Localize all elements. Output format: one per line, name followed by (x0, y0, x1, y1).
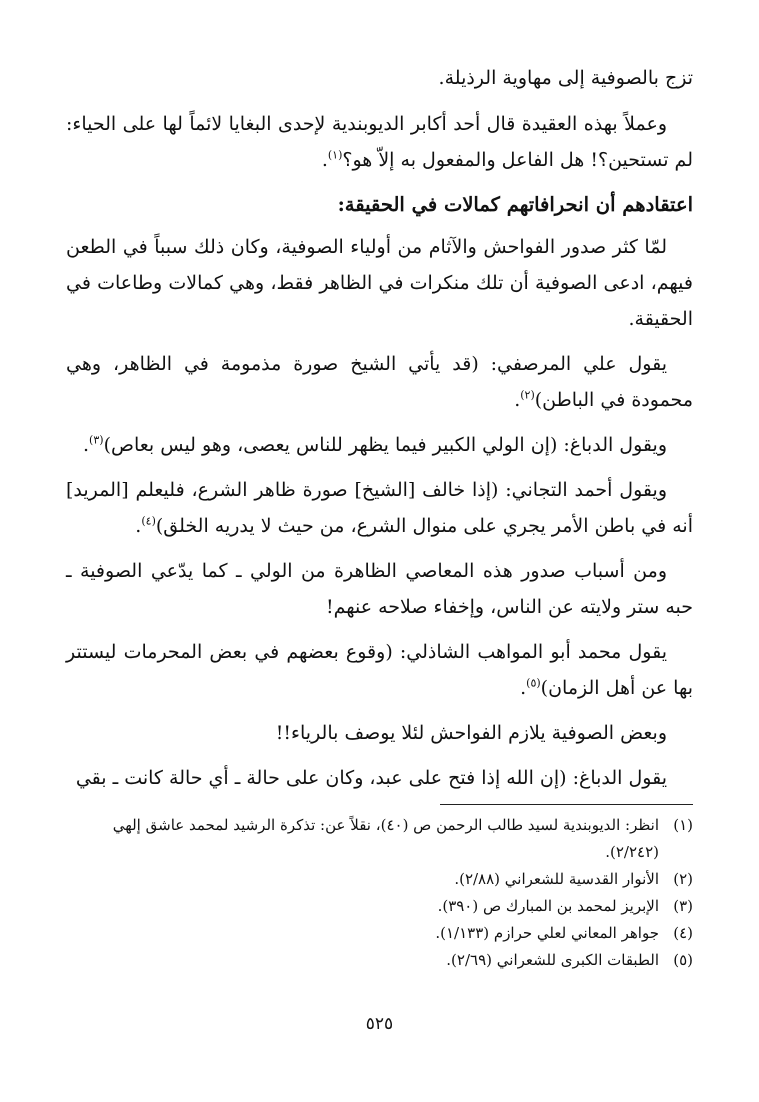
paragraph (66, 715, 693, 751)
punctuation: . (83, 434, 90, 456)
footnote (66, 947, 693, 974)
footnote-ref-2[interactable]: (٢) (520, 388, 535, 402)
punctuation: . (135, 515, 142, 537)
page-number: ٥٢٥ (365, 1014, 394, 1034)
footnote-number: (٣) (673, 897, 693, 915)
paragraph-text: يقول علي المرصفي: (قد يأتي الشيخ صورة مذمومة في الظاهر، وهي محمودة في الباطن) (66, 353, 693, 411)
footnote-ref-1[interactable]: (١) (327, 148, 343, 162)
footnote (66, 893, 693, 920)
paragraph-text: ويقول أحمد التجاني: (إذا خالف [الشيخ] صورة ظاهر الشرع، فليعلم [المريد] أنه في باطن الأمر يجري على منوال الشرع، من حيث لا يدريه الخلق) (66, 479, 693, 537)
footnote-text: جواهر المعاني لعلي حرازم (١/١٣٣). (435, 924, 659, 942)
footnote-separator (440, 804, 693, 805)
paragraph (66, 553, 693, 625)
paragraph-text: يقول الدباغ: (إن الله إذا فتح على عبد، وكان على حالة ـ أي حالة كانت ـ بقي (75, 767, 667, 789)
main-text (66, 60, 693, 805)
paragraph (66, 634, 693, 706)
paragraph-text: وبعض الصوفية يلازم الفواحش لئلا يوصف بالرياء!! (275, 722, 667, 744)
footnote-text: انظر: الديوبندية لسيد طالب الرحمن ص (٤٠)، نقلاً عن: تذكرة الرشيد لمحمد عاشق إلهي (٢/٢٤٢). (112, 816, 659, 861)
paragraph-text: ومن أسباب صدور هذه المعاصي الظاهرة من الولي ـ كما يدّعي الصوفية ـ حبه ستر ولايته عن الناس، وإخفاء صلاحه عنهم! (66, 560, 693, 618)
paragraph-text: وعملاً بهذه العقيدة قال أحد أكابر الديوبندية لإحدى البغايا لائماً لها على الحياء: لم تستحين؟! هل الفاعل والمفعول به إلاّ هو؟ (66, 113, 693, 171)
paragraph-continuation (66, 60, 693, 96)
footnote-number: (٢) (673, 870, 693, 888)
footnote-ref-4[interactable]: (٤) (141, 514, 156, 528)
paragraph (66, 760, 693, 796)
paragraph (66, 229, 693, 337)
footnote-number: (٥) (673, 951, 693, 969)
paragraph-text: لمّا كثر صدور الفواحش والآثام من أولياء الصوفية، وكان ذلك سبباً في الطعن فيهم، ادعى الصوفية أن تلك منكرات في الظاهر فقط، وهي كمالات وطاعات في الحقيقة. (66, 236, 693, 330)
paragraph (66, 106, 693, 178)
paragraph (66, 472, 693, 544)
footnote-ref-5[interactable]: (٥) (526, 676, 541, 690)
paragraph (66, 346, 693, 418)
footnote-ref-3[interactable]: (٣) (89, 433, 104, 447)
paragraph-text: تزج بالصوفية إلى مهاوية الرذيلة. (438, 67, 693, 89)
footnote-text: الأنوار القدسية للشعراني (٢/٨٨). (454, 870, 659, 888)
footnote-text: الطبقات الكبرى للشعراني (٢/٦٩). (446, 951, 659, 969)
footnote (66, 866, 693, 893)
footnote (66, 920, 693, 947)
paragraph-text: ويقول الدباغ: (إن الولي الكبير فيما يظهر للناس يعصى، وهو ليس بعاص) (103, 434, 667, 456)
footnote-text: الإبريز لمحمد بن المبارك ص (٣٩٠). (437, 897, 659, 915)
section-heading: اعتقادهم أن انحرافاتهم كمالات في الحقيقة: (337, 193, 693, 216)
paragraph-text: يقول محمد أبو المواهب الشاذلي: (وقوع بعضهم في بعض المحرمات ليستتر بها عن أهل الزمان) (66, 641, 693, 699)
footnote-number: (٤) (673, 924, 693, 942)
punctuation: . (520, 677, 527, 699)
punctuation: . (514, 389, 521, 411)
footnote-number: (١) (673, 816, 693, 834)
footnotes (66, 812, 693, 974)
punctuation: . (321, 149, 328, 171)
footnote (66, 812, 693, 866)
paragraph (66, 427, 693, 463)
